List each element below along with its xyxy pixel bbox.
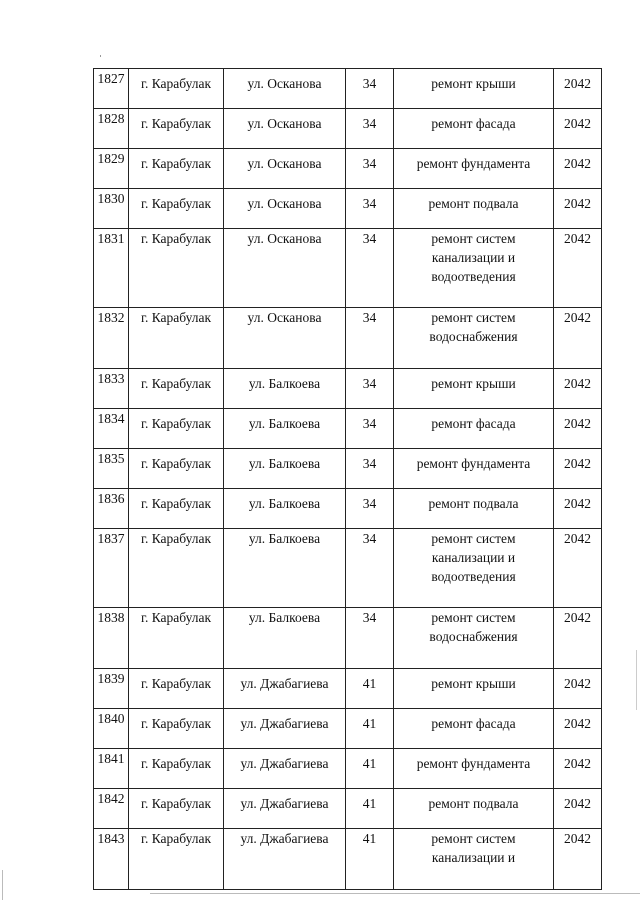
work-type-cell: ремонт подвала (394, 789, 554, 829)
year-cell: 2042 (554, 369, 602, 409)
city-cell: г. Карабулак (129, 789, 224, 829)
row-number: 1833 (94, 369, 129, 409)
year-cell: 2042 (554, 669, 602, 709)
repair-schedule-table (93, 68, 602, 890)
house-number-cell: 34 (346, 308, 394, 369)
row-number: 1840 (94, 709, 129, 749)
table-row (94, 229, 602, 308)
city-cell: г. Карабулак (129, 229, 224, 308)
work-type-cell: ремонт систем канализации и (394, 829, 554, 890)
work-type-cell: ремонт подвала (394, 189, 554, 229)
city-cell: г. Карабулак (129, 409, 224, 449)
year-cell: 2042 (554, 829, 602, 890)
row-number: 1836 (94, 489, 129, 529)
house-number-cell: 41 (346, 789, 394, 829)
city-cell: г. Карабулак (129, 829, 224, 890)
row-number: 1828 (94, 109, 129, 149)
work-type-cell: ремонт фундамента (394, 149, 554, 189)
row-number: 1842 (94, 789, 129, 829)
row-number: 1827 (94, 69, 129, 109)
scan-artifact (100, 55, 101, 57)
city-cell: г. Карабулак (129, 69, 224, 109)
street-cell: ул. Балкоева (224, 529, 346, 608)
year-cell: 2042 (554, 749, 602, 789)
house-number-cell: 34 (346, 109, 394, 149)
table-row (94, 608, 602, 669)
year-cell: 2042 (554, 409, 602, 449)
city-cell: г. Карабулак (129, 109, 224, 149)
work-type-cell: ремонт фундамента (394, 749, 554, 789)
house-number-cell: 41 (346, 669, 394, 709)
year-cell: 2042 (554, 229, 602, 308)
city-cell: г. Карабулак (129, 529, 224, 608)
work-type-cell: ремонт фундамента (394, 449, 554, 489)
city-cell: г. Карабулак (129, 749, 224, 789)
year-cell: 2042 (554, 69, 602, 109)
year-cell: 2042 (554, 109, 602, 149)
house-number-cell: 34 (346, 489, 394, 529)
row-number: 1835 (94, 449, 129, 489)
table-row (94, 749, 602, 789)
city-cell: г. Карабулак (129, 449, 224, 489)
row-number: 1830 (94, 189, 129, 229)
table-row (94, 709, 602, 749)
table-row (94, 529, 602, 608)
row-number: 1829 (94, 149, 129, 189)
street-cell: ул. Джабагиева (224, 709, 346, 749)
table-row (94, 829, 602, 890)
house-number-cell: 34 (346, 409, 394, 449)
work-type-cell: ремонт систем канализации и водоотведения (394, 529, 554, 608)
row-number: 1841 (94, 749, 129, 789)
table-body (94, 69, 602, 890)
house-number-cell: 34 (346, 369, 394, 409)
year-cell: 2042 (554, 489, 602, 529)
year-cell: 2042 (554, 709, 602, 749)
table-row (94, 669, 602, 709)
work-type-cell: ремонт систем водоснабжения (394, 308, 554, 369)
house-number-cell: 34 (346, 69, 394, 109)
city-cell: г. Карабулак (129, 489, 224, 529)
city-cell: г. Карабулак (129, 669, 224, 709)
house-number-cell: 34 (346, 189, 394, 229)
street-cell: ул. Осканова (224, 109, 346, 149)
street-cell: ул. Осканова (224, 149, 346, 189)
year-cell: 2042 (554, 189, 602, 229)
table-row (94, 69, 602, 109)
house-number-cell: 34 (346, 449, 394, 489)
table-row (94, 489, 602, 529)
street-cell: ул. Балкоева (224, 608, 346, 669)
work-type-cell: ремонт фасада (394, 409, 554, 449)
work-type-cell: ремонт крыши (394, 669, 554, 709)
work-type-cell: ремонт фасада (394, 709, 554, 749)
street-cell: ул. Джабагиева (224, 789, 346, 829)
work-type-cell: ремонт систем канализации и водоотведения (394, 229, 554, 308)
table-row (94, 149, 602, 189)
table-row (94, 369, 602, 409)
table-row (94, 189, 602, 229)
street-cell: ул. Джабагиева (224, 749, 346, 789)
row-number: 1832 (94, 308, 129, 369)
table-row (94, 409, 602, 449)
scan-edge-line (150, 893, 640, 894)
street-cell: ул. Балкоева (224, 449, 346, 489)
work-type-cell: ремонт крыши (394, 369, 554, 409)
house-number-cell: 34 (346, 529, 394, 608)
year-cell: 2042 (554, 308, 602, 369)
table-row (94, 449, 602, 489)
row-number: 1839 (94, 669, 129, 709)
city-cell: г. Карабулак (129, 709, 224, 749)
city-cell: г. Карабулак (129, 189, 224, 229)
work-type-cell: ремонт подвала (394, 489, 554, 529)
row-number: 1834 (94, 409, 129, 449)
street-cell: ул. Балкоева (224, 489, 346, 529)
row-number: 1837 (94, 529, 129, 608)
street-cell: ул. Балкоева (224, 409, 346, 449)
work-type-cell: ремонт крыши (394, 69, 554, 109)
year-cell: 2042 (554, 529, 602, 608)
row-number: 1831 (94, 229, 129, 308)
table-row (94, 308, 602, 369)
row-number: 1843 (94, 829, 129, 890)
scan-artifact (636, 650, 637, 710)
house-number-cell: 41 (346, 709, 394, 749)
row-number: 1838 (94, 608, 129, 669)
work-type-cell: ремонт фасада (394, 109, 554, 149)
street-cell: ул. Осканова (224, 189, 346, 229)
street-cell: ул. Осканова (224, 229, 346, 308)
house-number-cell: 41 (346, 749, 394, 789)
city-cell: г. Карабулак (129, 308, 224, 369)
house-number-cell: 41 (346, 829, 394, 890)
table-row (94, 789, 602, 829)
street-cell: ул. Осканова (224, 69, 346, 109)
house-number-cell: 34 (346, 149, 394, 189)
year-cell: 2042 (554, 608, 602, 669)
table-row (94, 109, 602, 149)
street-cell: ул. Осканова (224, 308, 346, 369)
scan-artifact (2, 870, 3, 900)
street-cell: ул. Джабагиева (224, 829, 346, 890)
city-cell: г. Карабулак (129, 608, 224, 669)
house-number-cell: 34 (346, 608, 394, 669)
year-cell: 2042 (554, 149, 602, 189)
work-type-cell: ремонт систем водоснабжения (394, 608, 554, 669)
street-cell: ул. Джабагиева (224, 669, 346, 709)
house-number-cell: 34 (346, 229, 394, 308)
city-cell: г. Карабулак (129, 369, 224, 409)
year-cell: 2042 (554, 449, 602, 489)
city-cell: г. Карабулак (129, 149, 224, 189)
year-cell: 2042 (554, 789, 602, 829)
street-cell: ул. Балкоева (224, 369, 346, 409)
